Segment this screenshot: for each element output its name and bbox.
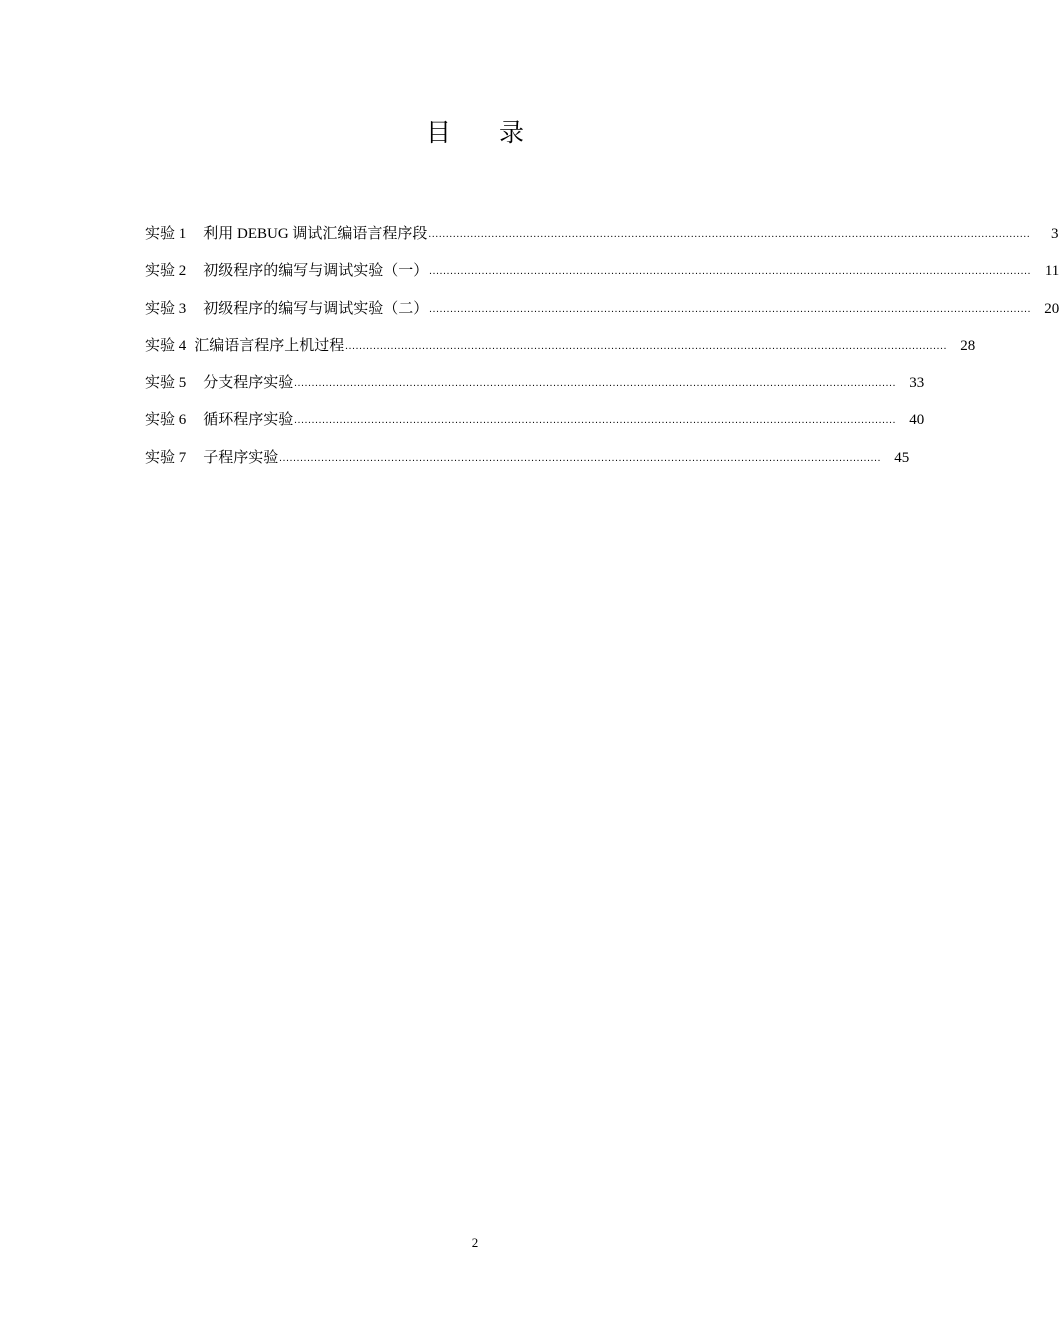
toc-entry-5[interactable]	[145, 371, 925, 408]
toc-entry-3[interactable]	[145, 297, 1059, 334]
toc-entry-page: 3	[1050, 226, 1059, 242]
toc-entry-title: 汇编语言程序上机过程	[194, 337, 345, 354]
toc-entry-1[interactable]	[145, 222, 1059, 259]
toc-entry-number: 实验 7	[145, 449, 187, 466]
toc-dot-leader: ............................................................................................................................................................................	[345, 340, 948, 352]
toc-entry-number: 实验 2	[145, 263, 187, 280]
toc-entry-page: 28	[960, 337, 976, 354]
toc-entry-title: 循环程序实验	[203, 412, 294, 429]
toc-entry-number: 实验 5	[145, 375, 187, 392]
toc-entry-4[interactable]	[145, 334, 976, 371]
page-title	[0, 116, 950, 152]
toc-entry-title: 初级程序的编写与调试实验（一）	[203, 263, 429, 280]
toc-entry-number: 实验 6	[145, 412, 187, 429]
toc-dot-leader: ............................................................................................................................................................................	[428, 229, 1031, 240]
toc-entry-page: 45	[894, 449, 910, 466]
toc-entry-number: 实验 3	[145, 300, 187, 317]
toc-entry-page: 40	[909, 412, 925, 429]
toc-entry-title: 子程序实验	[203, 449, 279, 466]
toc-entry-page: 33	[909, 375, 925, 392]
toc-entry-6[interactable]	[145, 408, 925, 445]
toc-entry-2[interactable]	[145, 259, 1059, 296]
toc-dot-leader: ............................................................................................................................................................................	[294, 378, 897, 390]
toc-entry-title: 初级程序的编写与调试实验（二）	[203, 300, 429, 317]
toc-entry-page: 11	[1044, 263, 1059, 280]
toc-entry-7[interactable]	[145, 446, 910, 483]
toc-entry-title: 分支程序实验	[203, 375, 294, 392]
toc-entry-page: 20	[1044, 300, 1059, 317]
toc-dot-leader: ............................................................................................................................................................................	[429, 303, 1032, 315]
toc-dot-leader: ............................................................................................................................................................................	[429, 266, 1032, 278]
toc-dot-leader: ............................................................................................................................................................................	[294, 415, 897, 427]
toc-entry-title: 利用 DEBUG 调试汇编语言程序段	[203, 226, 428, 242]
toc-entry-number: 实验 4	[145, 337, 187, 354]
title-char-1: 目	[425, 120, 451, 147]
title-char-2: 录	[499, 120, 525, 147]
page-number: 2	[471, 1235, 479, 1250]
toc-entry-number: 实验 1	[145, 226, 187, 242]
toc-dot-leader: ............................................................................................................................................................................	[279, 452, 882, 464]
table-of-contents	[145, 222, 1059, 483]
